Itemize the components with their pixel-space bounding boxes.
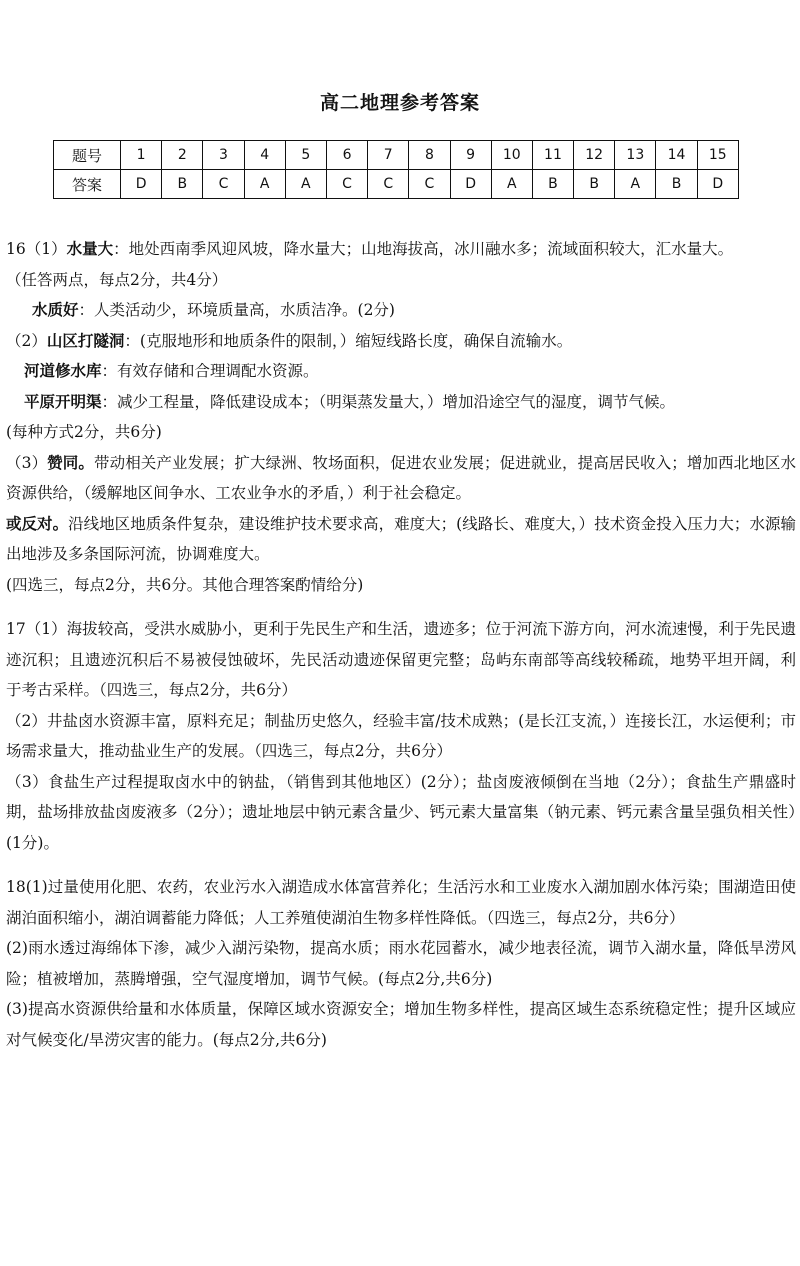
page-title: 高二地理参考答案 (319, 92, 480, 114)
q18-part2: (2)雨水透过海绵体下渗，减少入湖污染物，提高水质；雨水花园蓄水，减少地表径流，调节入湖水量，降低旱涝风险；植被增加，蒸腾增强，空气湿度增加，调节气候。(每点2分,共6分) (6, 939, 796, 988)
q18-part1: 18(1)过量使用化肥、农药，农业污水入湖造成水体富营养化；生活污水和工业废水入湖加剧水体污染；围湖造田使湖泊面积缩小，湖泊调蓄能力降低；人工养殖使湖泊生物多样性降低。（四选三，每点2分，共6分） (6, 878, 796, 927)
row-label-question: 题号 (54, 141, 121, 170)
question-number: 11 (532, 141, 573, 170)
question-number: 10 (491, 141, 532, 170)
q16-keyword-oppose: 或反对。 (6, 513, 69, 533)
q16-part2: （2）山区打隧洞：(克服地形和地质条件的限制，）缩短线路长度，确保自流输水。 (6, 330, 573, 350)
answer-cell: B (162, 170, 203, 199)
answer-cell: D (121, 170, 162, 199)
answer-cell: A (615, 170, 656, 199)
question-number: 9 (450, 141, 491, 170)
question-number: 7 (368, 141, 409, 170)
q17-part1: 17（1）海拔较高，受洪水威胁小，更利于先民生产和生活，遗迹多；位于河流下游方向，河水流速慢，利于先民遗迹沉积；且遗迹沉积后不易被侵蚀破坏，先民活动遗迹保留更完整；岛屿东南部等高线较稀疏，地势平坦开阔，利于考古采样。（四选三，每点2分，共6分） (6, 620, 796, 699)
question-number: 4 (244, 141, 285, 170)
q16-reservoir: 河道修水库：有效存储和合理调配水资源。 (24, 361, 319, 380)
row-label-answer: 答案 (54, 170, 121, 199)
answer-cell: D (450, 170, 491, 199)
q16-part1: 16（1）水量大：地处西南季风迎风坡，降水量大；山地海拔高，冰川融水多；流域面积较大，汇水量大。 (6, 239, 734, 258)
answer-content (6, 234, 796, 1055)
q16-part3-agree: （3）赞同。带动相关产业发展；扩大绿洲、牧场面积，促进农业发展；促进就业，提高居民收入；增加西北地区水资源供给，（缓解地区间争水、工农业争水的矛盾，）利于社会稳定。 (6, 452, 796, 502)
question-number: 14 (656, 141, 697, 170)
question-number: 15 (697, 141, 738, 170)
q16-part3-note: (四选三，每点2分，共6分。其他合理答案酌情给分) (6, 575, 364, 594)
q16-keyword-water-volume: 水量大 (66, 239, 114, 258)
q16-keyword-tunnel: 山区打隧洞 (46, 330, 125, 350)
answer-cell: C (368, 170, 409, 199)
question-number: 12 (574, 141, 615, 170)
question-number: 1 (121, 141, 162, 170)
question-number: 8 (409, 141, 450, 170)
answer-cell: A (491, 170, 532, 199)
q16-part1-note: （任答两点，每点2分，共4分） (6, 270, 228, 289)
q18-part3: (3)提高水资源供给量和水体质量，保障区域水资源安全；增加生物多样性，提高区域生态系统稳定性；提升区域应对气候变化/旱涝灾害的能力。(每点2分,共6分) (6, 1000, 796, 1049)
answer-cell: C (203, 170, 244, 199)
question-number: 5 (285, 141, 326, 170)
answer-table (53, 140, 739, 199)
answer-cell: A (244, 170, 285, 199)
q17-part2: （2）井盐卤水资源丰富，原料充足；制盐历史悠久，经验丰富/技术成熟；(是长江支流，）连接长江，水运便利；市场需求量大，推动盐业生产的发展。（四选三，每点2分，共6分） (6, 711, 796, 760)
q16-part2-note: (每种方式2分，共6分) (6, 423, 162, 441)
q16-canal: 平原开明渠：减少工程量，降低建设成本；（明渠蒸发量大，）增加沿途空气的湿度，调节气候。 (24, 391, 676, 411)
answer-cell: D (697, 170, 738, 199)
q16-keyword-water-quality: 水质好 (32, 300, 79, 319)
q16-water-quality: 水质好：人类活动少，环境质量高，水质洁净。(2分) (32, 300, 395, 319)
table-row-numbers (54, 141, 739, 170)
q16-part3-oppose: 或反对。沿线地区地质条件复杂，建设维护技术要求高，难度大；(线路长、难度大，）技术资金投入压力大；水源输出地涉及多条国际河流，协调难度大。 (6, 513, 796, 563)
q16-keyword-reservoir: 河道修水库 (24, 361, 102, 380)
question-number: 13 (615, 141, 656, 170)
answer-cell: B (532, 170, 573, 199)
answer-cell: A (285, 170, 326, 199)
answer-cell: C (326, 170, 367, 199)
answer-cell: C (409, 170, 450, 199)
q17-part3: （3）食盐生产过程提取卤水中的钠盐，（销售到其他地区）(2分）；盐卤废液倾倒在当地（2分）；食盐生产鼎盛时期，盐场排放盐卤废液多（2分）；遗址地层中钠元素含量少、钙元素大量富集（钠元素、钙元素含量呈强负相关性）(1分)。 (6, 772, 796, 852)
question-number: 3 (203, 141, 244, 170)
q16-keyword-canal: 平原开明渠 (24, 391, 102, 411)
answer-cell: B (656, 170, 697, 199)
question-number: 6 (326, 141, 367, 170)
question-number: 2 (162, 141, 203, 170)
table-row-answers (54, 170, 739, 199)
q16-keyword-agree: 赞同。 (47, 452, 94, 472)
answer-cell: B (574, 170, 615, 199)
